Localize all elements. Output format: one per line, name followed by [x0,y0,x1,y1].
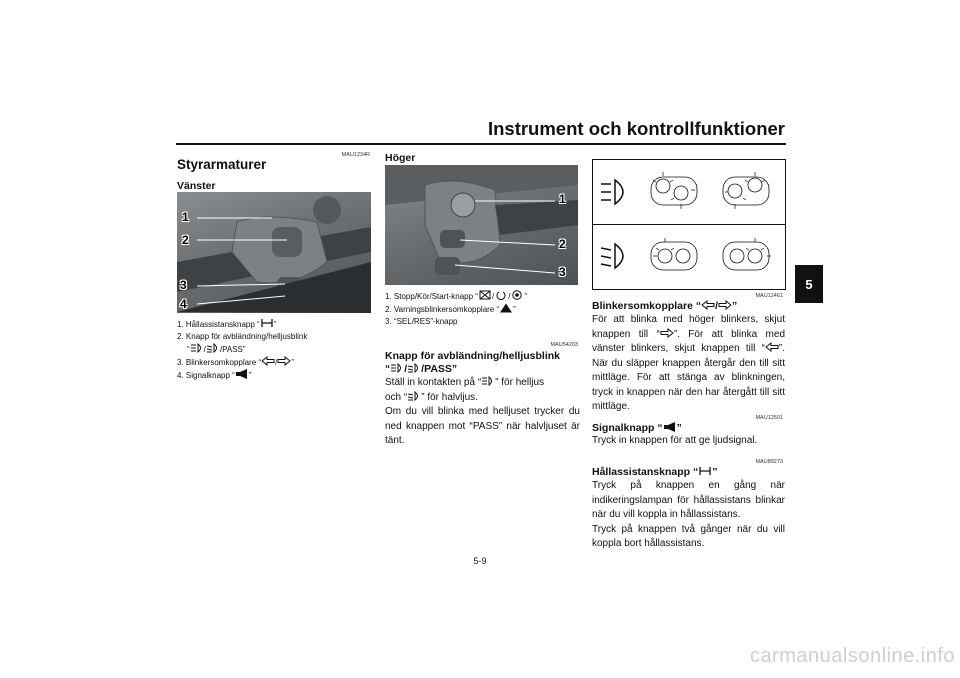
engine-run-icon [494,290,508,300]
left-switch-illustration [177,192,371,313]
legend-right-1: 1. Stopp/Kör/Start-knapp “ / / ” [385,292,528,301]
high-beam-icon [190,343,204,353]
hold-assist-body: Tryck på knappen en gång när indikeringslampan för hållassistans blinkar när du vill koppla in hållassistans. Tryck på knappen två gånger när du vill koppla bort hållassistans. [592,480,785,549]
section-title-hold-assist: Hållassistansknapp “ ” [592,466,718,478]
horn-icon [663,422,677,432]
hold-assist-icon [260,318,274,328]
turn-left-icon [261,356,275,366]
low-beam-icon [206,343,220,353]
dimmer-body: Ställ in kontakten på “ ” för helljus och “ ” för halvljus. Om du vill blinka med helljuset trycker du ned knappen mot “PASS” när halvljuset är tänt. [385,377,580,446]
engine-stop-icon [478,290,492,300]
section-title-turn: Blinkersomkopplare “ / ” [592,300,738,312]
header-rule [176,143,786,145]
legend-item-2-cont: “ / /PASS” [187,345,246,354]
right-switch-photo [385,165,578,285]
right-switch-illustration [385,165,578,285]
page-header-title: Instrument och kontrollfunktioner [487,118,785,139]
page-number: 5-9 [473,556,487,566]
subsection-title: Vänster [177,180,216,192]
low-beam-icon [407,363,421,373]
section-code: MAU89273 [755,459,783,465]
turn-left-icon [765,342,779,352]
left-switch-photo [177,192,371,313]
left-legend [177,318,377,382]
high-beam-icon [481,376,495,386]
callout-right-3: 3 [559,265,566,279]
right-legend [385,290,585,328]
legend-item-3: 3. Blinkersomkopplare “ / ” [177,358,294,367]
turn-right-icon [660,328,674,338]
turn-left-icon [701,300,715,310]
watermark: carmanualsonline.info [749,645,955,667]
section-title-dimmer: Knapp för avbländning/helljusblink “ / /PASS” [385,350,561,375]
high-beam-icon [601,180,623,204]
chapter-tab: 5 [795,265,823,303]
callout-3: 3 [180,278,187,292]
legend-right-3: 3. “SEL/RES”-knapp [385,317,458,326]
callout-1: 1 [182,210,189,224]
callout-right-2: 2 [559,237,566,251]
legend-item-4: 4. Signalknapp “ ” [177,371,252,380]
legend-item-1: 1. Hållassistansknapp “ ” [177,320,277,329]
hazard-icon [499,303,513,313]
callout-2: 2 [182,233,189,247]
legend-item-2: 2. Knapp för avbländning/helljusblink [177,332,308,341]
low-beam-icon [407,391,421,401]
turn-body: För att blinka med höger blinkers, skjut knappen till “ ”. För att blinka med vänster blinkers, skjut knappen till “ ”. När du släpper knappen återgår den till sitt mittläge. För att stänga av blinkningen, tryck in knappen när den har återgått till sitt mittläge. [592,314,785,412]
callout-4: 4 [180,297,187,311]
section-code: MAU12501 [755,415,783,421]
engine-start-icon [510,290,524,300]
callout-right-1: 1 [559,192,566,206]
horn-icon [235,369,249,379]
section-code: MAU54203 [550,342,578,348]
subsection-title-right: Höger [385,152,416,164]
horn-body: Tryck in knappen för att ge ljudsignal. [592,435,758,446]
legend-right-2: 2. Varningsblinkersomkopplare “ ” [385,305,516,314]
section-code: MAU1234R [341,152,370,158]
turn-right-icon [277,356,291,366]
hold-assist-icon [698,466,712,476]
low-beam-icon [601,244,623,268]
headlight-figure [592,159,786,290]
section-code: MAU12461 [755,293,783,299]
section-title-horn: Signalknapp “ ” [592,422,682,434]
high-beam-icon [390,363,404,373]
section-title: Styrarmaturer [177,157,267,172]
headlight-illustration [593,160,785,289]
turn-right-icon [718,300,732,310]
